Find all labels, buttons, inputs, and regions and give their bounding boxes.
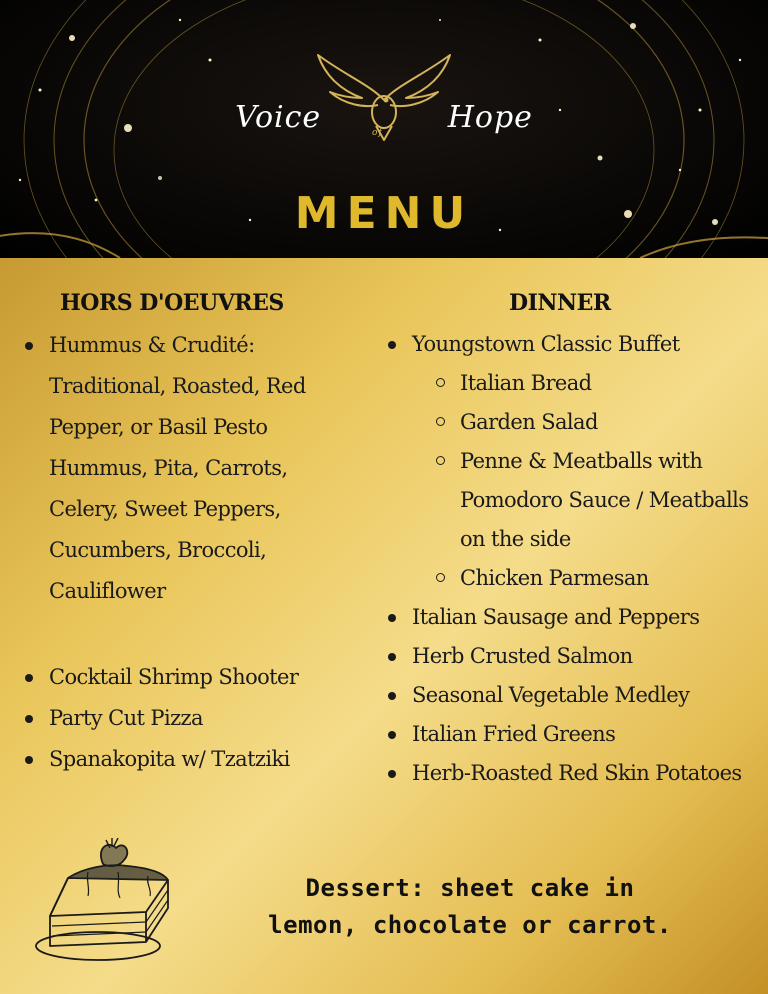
header-banner [0,0,768,258]
dessert-note [250,870,690,944]
sub-list-item: Chicken Parmesan [386,559,756,598]
dinner-heading: DINNER [509,290,611,316]
dessert-line-2: lemon, chocolate or carrot. [268,911,672,939]
logo-word-voice: Voice [235,100,322,135]
list-item: Seasonal Vegetable Medley [386,676,756,715]
sub-list-item: Penne & Meatballs with Pomodoro Sauce / Meatballs on the side [386,442,756,559]
hors-doeuvres-heading: HORS D'OEUVRES [60,290,284,316]
list-item: Italian Fried Greens [386,715,756,754]
menu-title: MENU [294,188,474,239]
list-item: Italian Sausage and Peppers [386,598,756,637]
dessert-line-1: Dessert: sheet cake in [305,874,635,902]
brand-logo-text [0,100,768,138]
list-item: Cocktail Shrimp Shooter [23,657,353,698]
dinner-list [386,325,756,793]
sub-list-item: Italian Bread [386,364,756,403]
hors-doeuvres-list [23,325,343,612]
sub-list-item: Garden Salad [386,403,756,442]
logo-word-hope: Hope [447,100,533,135]
cake-slice-icon [28,838,178,978]
logo-word-of: of [372,128,383,138]
list-item: Spanakopita w/ Tzatziki [23,739,353,780]
list-item: Hummus & Crudité: Traditional, Roasted, Red Pepper, or Basil Pesto Hummus, Pita, Carrots, Celery, Sweet Peppers, Cucumbers, Broccoli, Cauliflower [23,325,343,612]
hors-doeuvres-list-2 [23,657,353,780]
list-item: Herb-Roasted Red Skin Potatoes [386,754,756,793]
list-item: Party Cut Pizza [23,698,353,739]
list-item: Herb Crusted Salmon [386,637,756,676]
list-item: Youngstown Classic Buffet [386,325,756,364]
